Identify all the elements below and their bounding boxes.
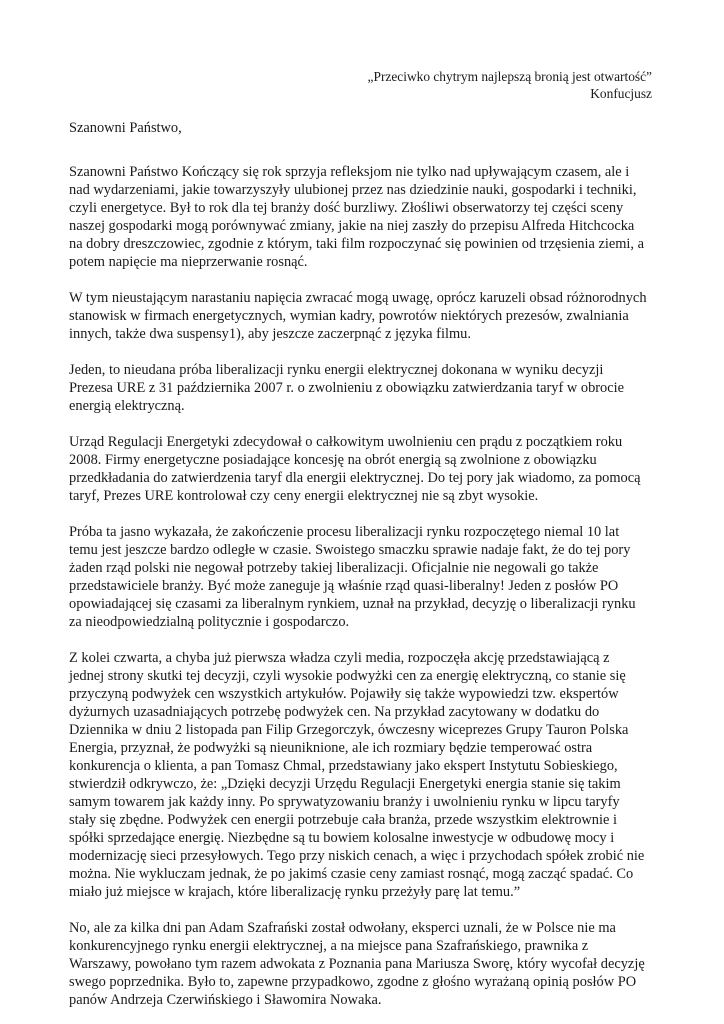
- paragraph-6: Z kolei czwarta, a chyba już pierwsza władza czyli media, rozpoczęła akcję przedstawiającą z jednej strony skutki tej decyzji, czyli wysokie podwyżki cen za energię elektryczną, co stanie się przyczyną podwyżek cen wszystkich artykułów. Pojawiły się także wypowiedzi tzw. ekspertów dyżurnych uzasadniających potrzebę podwyżek cen. Na przykład zacytowany w dodatku do Dziennika w dniu 2 listopada pan Filip Grzegorczyk, ówczesny wiceprezes Grupy Tauron Polska Energia, przyznał, że podwyżki są nieuniknione, ale ich rozmiary będzie temperować ostra konkurencja o klienta, a pan Tomasz Chmal, przedstawiany jako ekspert Instytutu Sobieskiego, stwierdził odkrywczo, że: „Dzięki decyzji Urzędu Regulacji Energetyki energia stanie się takim samym towarem jak każdy inny. Po sprywatyzowaniu branży i uwolnieniu rynku w lipcu taryfy stały się zbędne. Podwyżek cen energii potrzebuje cała branża, przede wszystkim elektrownie i spółki sprzedające energię. Niezbędne są tu bowiem kolosalne inwestycje w odbudowę mocy i modernizację sieci przesyłowych. Tego przy niskich cenach, a więc i przychodach spółek zrobić nie można. Nie wykluczam jednak, że po jakimś czasie ceny zamiast rosnąć, mogą zacząć spadać. Co miało już miejsce w krajach, które liberalizację rynku przeżyły parę lat temu.”: [69, 650, 645, 900]
- epigraph-author: Konfucjusz: [590, 86, 652, 101]
- document-page: [69, 68, 667, 1009]
- paragraph-4: Urząd Regulacji Energetyki zdecydował o całkowitym uwolnieniu cen prądu z początkiem roku 2008. Firmy energetyczne posiadające koncesję na obrót energią są zwolnione z obowiązku przedkładania do zatwierdzenia taryf dla energii elektrycznej. Do tej pory jak wiadomo, za pomocą taryf, Prezes URE kontrolował czy ceny energii elektrycznej nie są zbyt wysokie.: [69, 434, 641, 504]
- paragraph-7: No, ale za kilka dni pan Adam Szafrański został odwołany, eksperci uznali, że w Polsce nie ma konkurencyjnego rynku energii elektrycznej, a na miejsce pana Szafrańskiego, prawnika z Warszawy, powołano tym razem adwokata z Poznania pana Mariusza Sworę, który wycofał decyzję swego poprzednika. Było to, zapewne przypadkowo, zgodne z głośno wyrażaną opinią posłów PO panów Andrzeja Czerwińskiego i Sławomira Nowaka.: [69, 920, 645, 1008]
- paragraph-5: Próba ta jasno wykazała, że zakończenie procesu liberalizacji rynku rozpoczętego niemal 10 lat temu jest jeszcze bardzo odległe w czasie. Swoistego smaczku sprawie nadaje fakt, że do tej pory żaden rząd polski nie negował potrzeby takiej liberalizacji. Oficjalnie nie negowali go także przedstawiciele branży. Być może zaneguje ją właśnie rząd quasi-liberalny! Jeden z posłów PO opowiadającej się czasami za liberalnym rynkiem, uznał na przykład, decyzję o liberalizacji rynku za nieodpowiedzialną politycznie i gospodarczo.: [69, 524, 636, 630]
- paragraph-3: Jeden, to nieudana próba liberalizacji rynku energii elektrycznej dokonana w wyniku decyzji Prezesa URE z 31 października 2007 r. o zwolnieniu z obowiązku zatwierdzania taryf w obrocie energią elektryczną.: [69, 362, 625, 414]
- paragraph-2: W tym nieustającym narastaniu napięcia zwracać mogą uwagę, oprócz karuzeli obsad różnorodnych stanowisk w firmach energetycznych, wymian kadry, powrotów niektórych prezesów, zwalniania innych, także dwa suspensy1), aby jeszcze zaczerpnąć z języka filmu.: [69, 290, 647, 342]
- epigraph-quote: „Przeciwko chytrym najlepszą bronią jest otwartość”: [367, 69, 652, 84]
- epigraph: [69, 68, 652, 102]
- paragraph-1: Szanowni Państwo Kończący się rok sprzyja refleksjom nie tylko nad upływającym czasem, ale i nad wydarzeniami, jakie towarzyszyły ulubionej przez nas dziedzinie nauki, gospodarki i techniki, czyli energetyce. Był to rok dla tej branży dość burzliwy. Złośliwi obserwatorzy tej części sceny naszej gospodarki mogą porównywać zmiany, jakie na niej zaszły do przepisu Alfreda Hitchcocka na dobry dreszczowiec, zgodnie z którym, taki film rozpoczynać się powinien od trzęsienia ziemi, a potem napięcie ma nieprzerwanie rosnąć.: [69, 164, 645, 270]
- salutation: Szanowni Państwo,: [69, 120, 182, 136]
